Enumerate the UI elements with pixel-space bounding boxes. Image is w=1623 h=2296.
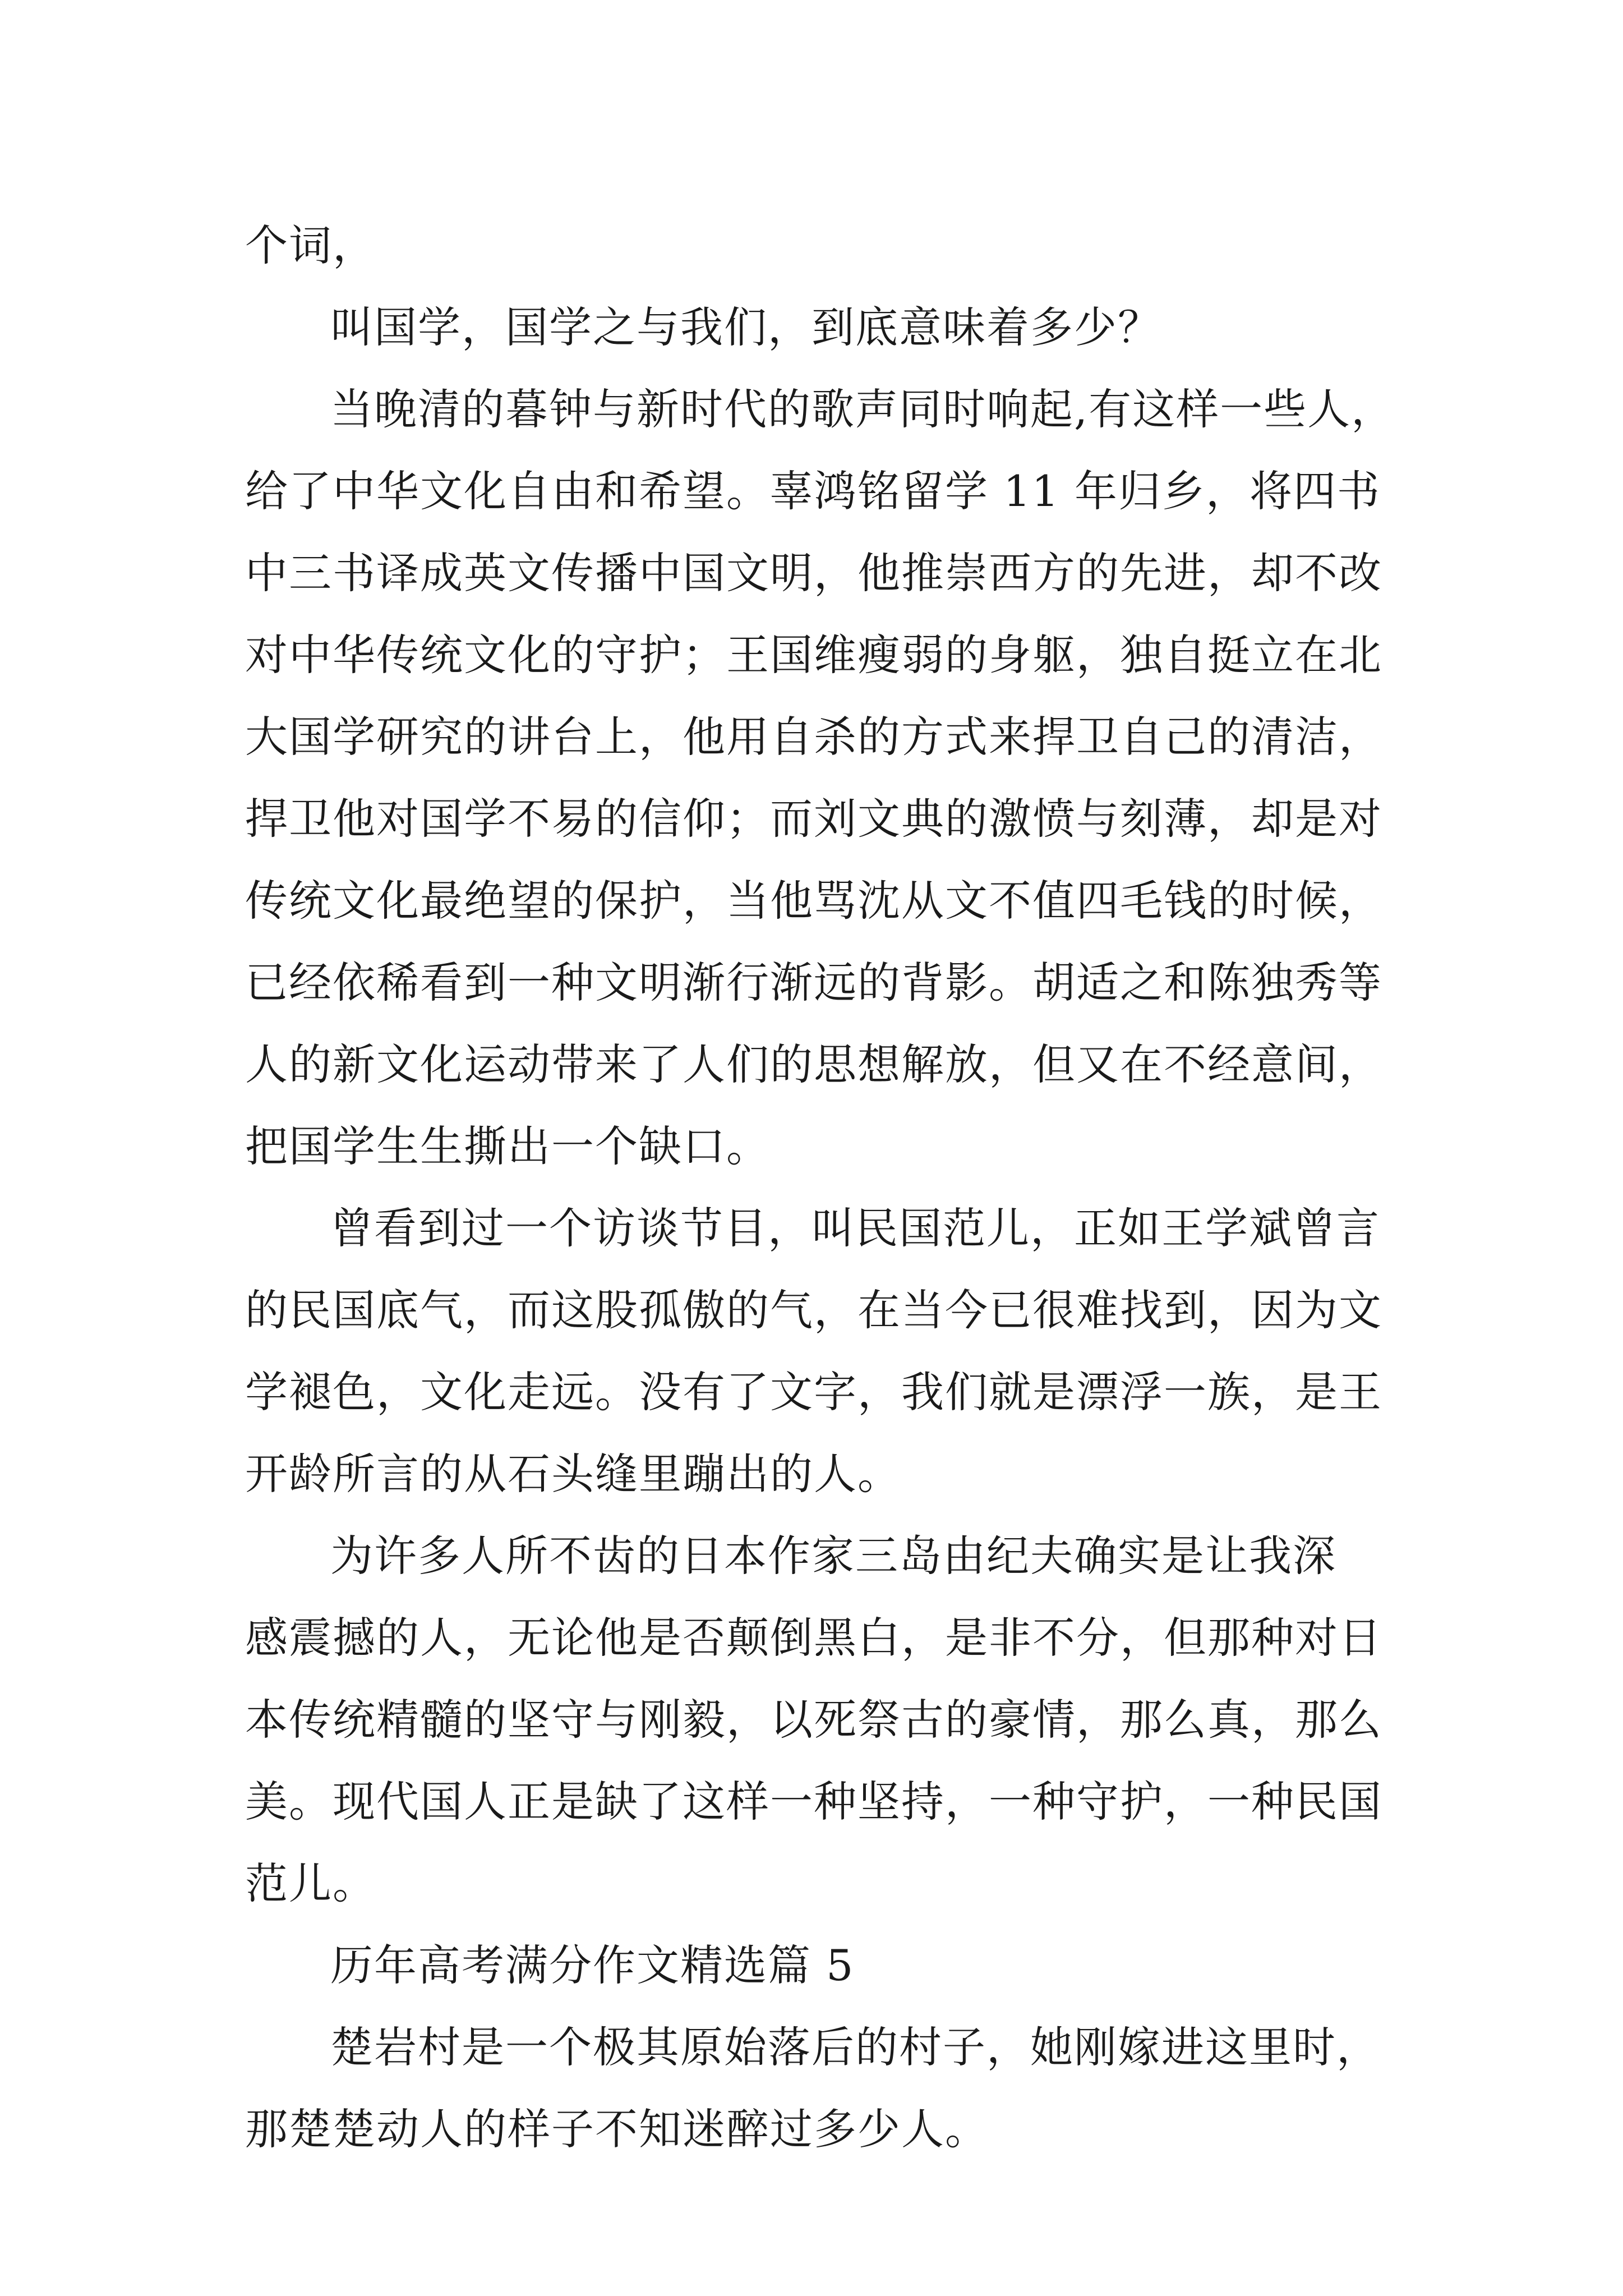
text-line: 个词， [245,220,376,270]
text-line: 感震撼的人，无论他是否颠倒黑白，是非不分，但那种对日 [245,1613,1382,1663]
text-line: 已经依稀看到一种文明渐行渐远的背影。胡适之和陈独秀等 [245,958,1382,1007]
text-line: 为许多人所不齿的日本作家三岛由纪夫确实是让我深 [330,1531,1336,1581]
text-line: 大国学研究的讲台上，他用自杀的方式来捍卫自己的清洁， [245,712,1382,762]
document-body [245,205,1412,2170]
text-line: 范儿。 [245,1858,376,1908]
text-line: 中三书译成英文传播中国文明，他推崇西方的先进，却不改 [245,548,1382,598]
text-line: 当晚清的暮钟与新时代的歌声同时响起,有这样一些人， [330,384,1395,434]
text-line: 捍卫他对国学不易的信仰；而刘文典的激愤与刻薄，却是对 [245,794,1382,844]
text-line: 人的新文化运动带来了人们的思想解放，但又在不经意间， [245,1039,1382,1089]
text-line: 曾看到过一个访谈节目，叫民国范儿，正如王学斌曾言 [330,1203,1380,1253]
text-line: 的民国底气，而这股孤傲的气，在当今已很难找到，因为文 [245,1285,1382,1335]
text-line: 本传统精髓的坚守与刚毅，以死祭古的豪情，那么真，那么 [245,1695,1382,1745]
text-line: 学褪色，文化走远。没有了文字，我们就是漂浮一族，是王 [245,1367,1382,1417]
text-line: 对中华传统文化的守护；王国维瘦弱的身躯，独自挺立在北 [245,630,1382,680]
text-line: 楚岩村是一个极其原始落后的村子，她刚嫁进这里时， [330,2022,1380,2072]
text-line: 给了中华文化自由和希望。辜鸿铭留学 11 年归乡，将四书 [245,466,1381,516]
text-line: 传统文化最绝望的保护，当他骂沈从文不值四毛钱的时候， [245,876,1382,926]
text-line: 开龄所言的从石头缝里蹦出的人。 [245,1449,901,1499]
text-line: 历年高考满分作文精选篇 5 [330,1940,855,1990]
text-line: 叫国学，国学之与我们，到底意味着多少？ [330,302,1161,352]
text-line: 美。现代国人正是缺了这样一种坚持，一种守护，一种民国 [245,1777,1382,1826]
text-line: 把国学生生撕出一个缺口。 [245,1121,770,1171]
text-line: 那楚楚动人的样子不知迷醉过多少人。 [245,2104,989,2154]
